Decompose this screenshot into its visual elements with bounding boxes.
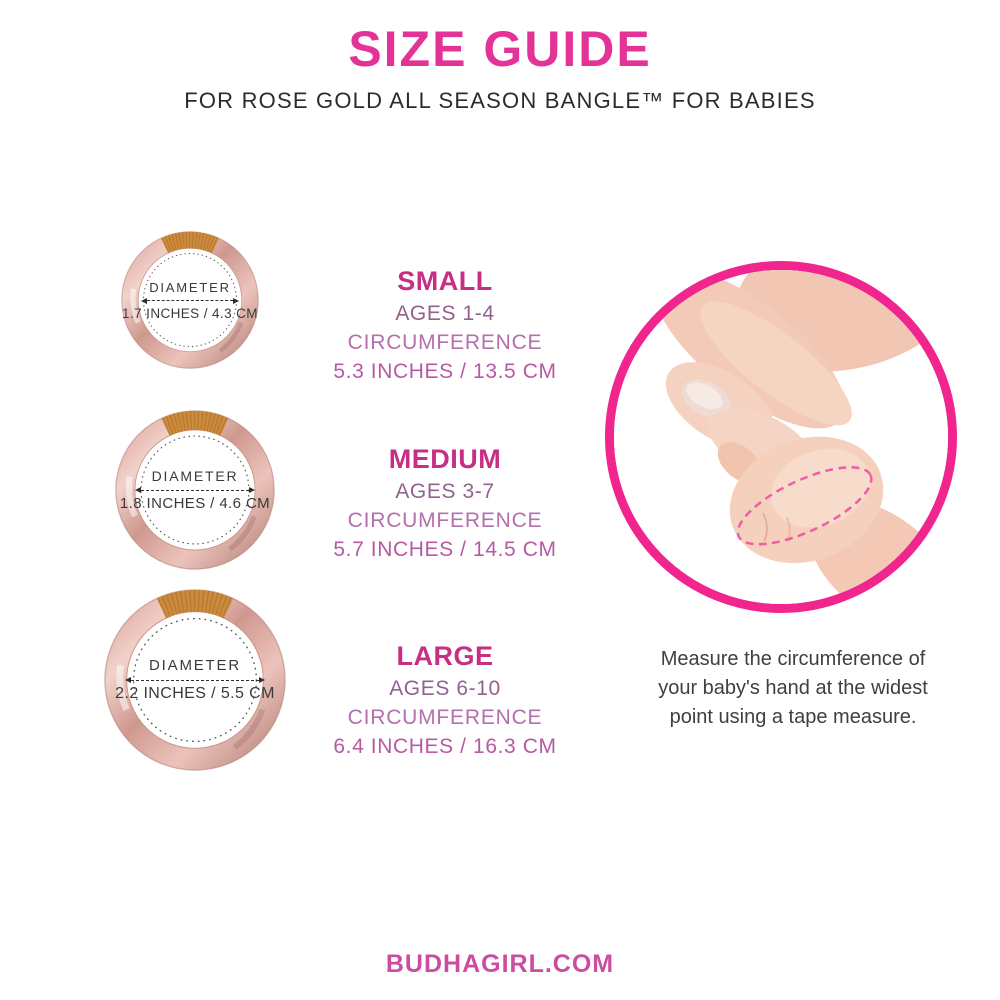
diameter-label: DIAMETER [149,279,231,295]
diameter-label: DIAMETER [151,468,239,484]
arrow-line [141,490,249,491]
measure-line-3: point using a tape measure. [669,706,917,728]
circumference-value: 5.7 INCHES / 14.5 CM [333,538,557,561]
circumference-label: CIRCUMFERENCE [347,706,543,729]
baby-hand-illustration [614,270,948,604]
measure-line-2: your baby's hand at the widest [658,677,928,699]
header [0,21,1000,114]
arrow-line [131,680,259,681]
measure-instructions [640,645,946,732]
bangle-medium-graphic [108,403,282,577]
size-name: MEDIUM [388,444,502,474]
size-ages: AGES 1-4 [395,302,495,325]
bangle-small-graphic [115,225,265,375]
arrowhead-right-icon [233,298,239,304]
circumference-label: CIRCUMFERENCE [347,331,543,354]
baby-hand-photo [605,261,957,613]
website-footer: BUDHAGIRL.COM [385,950,615,978]
size-name: SMALL [397,266,493,296]
bangle-small-annotation [115,225,265,375]
size-name: LARGE [396,641,494,671]
bangle-large-graphic [96,581,294,779]
size-ages: AGES 3-7 [395,480,495,503]
diameter-value: 1.8 INCHES / 4.6 CM [119,495,271,512]
diameter-label: DIAMETER [149,657,241,674]
size-block-large [315,641,575,759]
arrowhead-right-icon [249,487,255,493]
diameter-value: 2.2 INCHES / 5.5 CM [115,685,275,702]
circumference-value: 5.3 INCHES / 13.5 CM [333,360,557,383]
bangle-medium-annotation [108,403,282,577]
size-block-small [315,266,575,384]
page-title: SIZE GUIDE [348,21,652,77]
measure-line-1: Measure the circumference of [660,648,926,670]
diameter-arrow [135,487,255,493]
diameter-value: 1.7 INCHES / 4.3 CM [122,305,258,321]
size-block-medium [315,444,575,562]
diameter-arrow [141,298,239,304]
page-subtitle: FOR ROSE GOLD ALL SEASON BANGLE™ FOR BABIES [184,88,816,113]
bangle-large-annotation [96,581,294,779]
arrowhead-right-icon [259,677,265,683]
diameter-arrow [125,677,265,683]
size-ages: AGES 6-10 [389,677,501,700]
arrow-line [147,300,233,301]
circumference-label: CIRCUMFERENCE [347,509,543,532]
circumference-value: 6.4 INCHES / 16.3 CM [333,735,557,758]
